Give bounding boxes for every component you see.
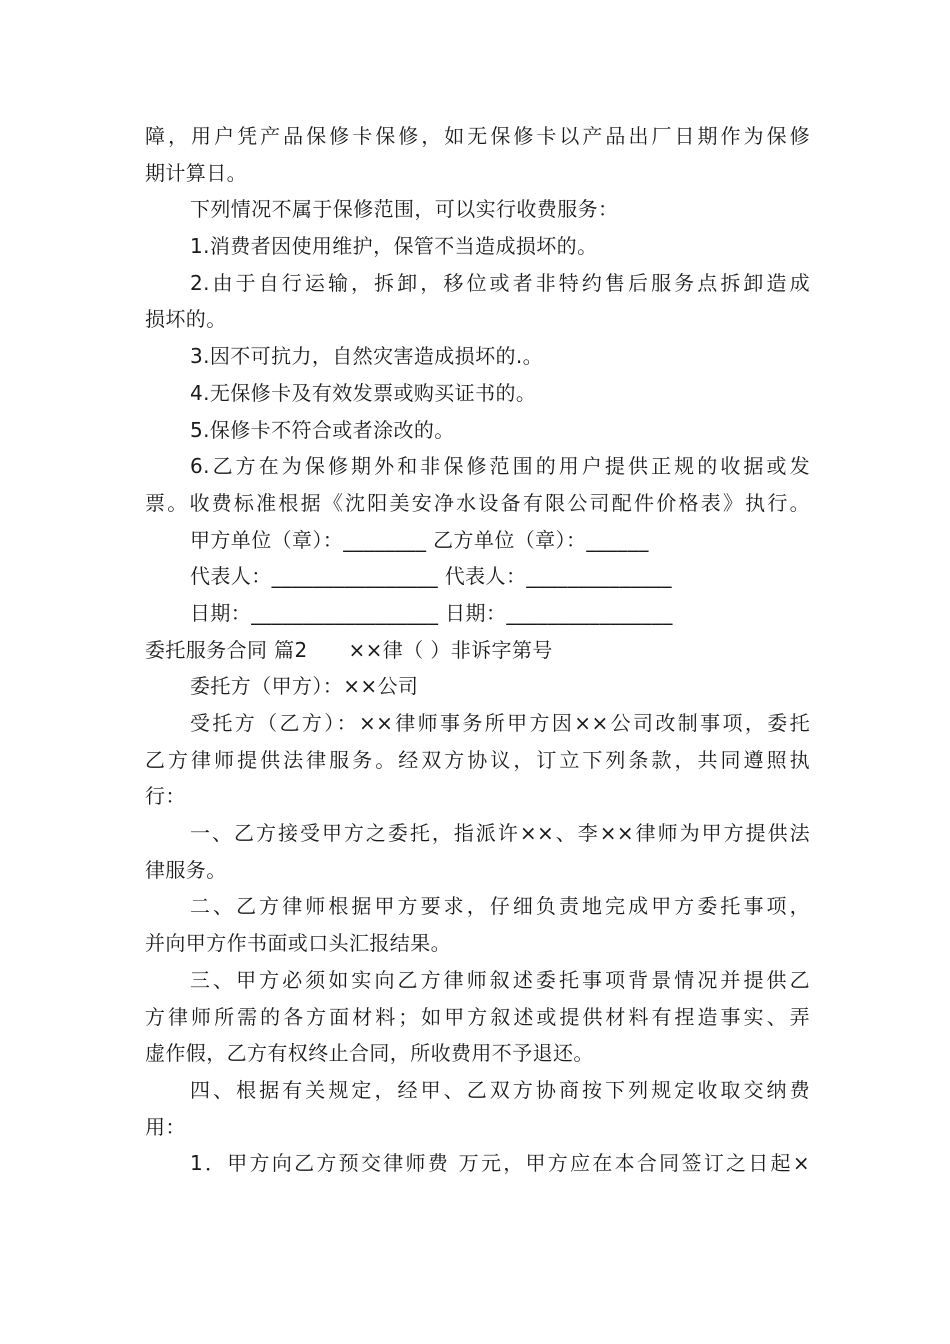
list-item: 4.无保修卡及有效发票或购买证书的。 <box>190 380 537 405</box>
clause-line: 一、乙方接受甲方之委托，指派许××、李××律师为甲方提供法 <box>190 821 810 846</box>
paragraph-line: 行： <box>145 784 186 809</box>
list-item: 2.由于自行运输，拆卸，移位或者非特约售后服务点拆卸造成 <box>190 270 810 295</box>
clause-line: 并向甲方作书面或口头汇报结果。 <box>145 931 451 956</box>
clause-line: 四、根据有关规定，经甲、乙双方协商按下列规定收取交纳费 <box>190 1077 810 1102</box>
clause-line: 律服务。 <box>145 857 227 882</box>
clause-line: 方律师所需的各方面材料；如甲方叙述或提供材料有捏造事实、弄 <box>145 1004 810 1029</box>
signature-line-unit: 甲方单位（章）：________ 乙方单位（章）：______ <box>190 527 649 552</box>
clause-line: 用： <box>145 1114 186 1139</box>
paragraph-line: 票。收费标准根据《沈阳美安净水设备有限公司配件价格表》执行。 <box>145 490 810 515</box>
paragraph-line: 期计算日。 <box>145 160 247 185</box>
clause-line: 三、甲方必须如实向乙方律师叙述委托事项背景情况并提供乙 <box>190 967 810 992</box>
clause-line: 二、乙方律师根据甲方要求，仔细负责地完成甲方委托事项， <box>190 894 810 919</box>
paragraph-line: 障，用户凭产品保修卡保修，如无保修卡以产品出厂日期作为保修 <box>145 124 810 148</box>
clause-line: 虚作假，乙方有权终止合同，所收费用不予退还。 <box>145 1041 594 1066</box>
list-item: 5.保修卡不符合或者涂改的。 <box>190 417 455 442</box>
paragraph-line: 受托方（乙方）：××律师事务所甲方因××公司改制事项，委托 <box>190 711 810 735</box>
list-item: 3.因不可抗力，自然灾害造成损坏的.。 <box>190 344 544 369</box>
signature-line-representative: 代表人：________________ 代表人：______________ <box>190 564 672 589</box>
list-item: 6.乙方在为保修期外和非保修范围的用户提供正规的收据或发 <box>190 454 810 479</box>
paragraph-line: 委托方（甲方）：××公司 <box>190 674 419 699</box>
paragraph-line: 损坏的。 <box>145 307 227 332</box>
contract-body <box>145 118 810 1182</box>
signature-line-date: 日期：__________________ 日期：________________ <box>190 600 673 625</box>
list-item: 1.消费者因使用维护，保管不当造成损坏的。 <box>190 234 598 259</box>
clause-line: 1．甲方向乙方预交律师费 万元，甲方应在本合同签订之日起× <box>190 1151 810 1176</box>
paragraph-line: 乙方律师提供法律服务。经双方协议，订立下列条款，共同遵照执 <box>145 747 810 772</box>
paragraph-line: 下列情况不属于保修范围，可以实行收费服务： <box>190 197 619 222</box>
section-title: 委托服务合同 篇2 ××律（ ）非诉字第号 <box>145 637 553 662</box>
